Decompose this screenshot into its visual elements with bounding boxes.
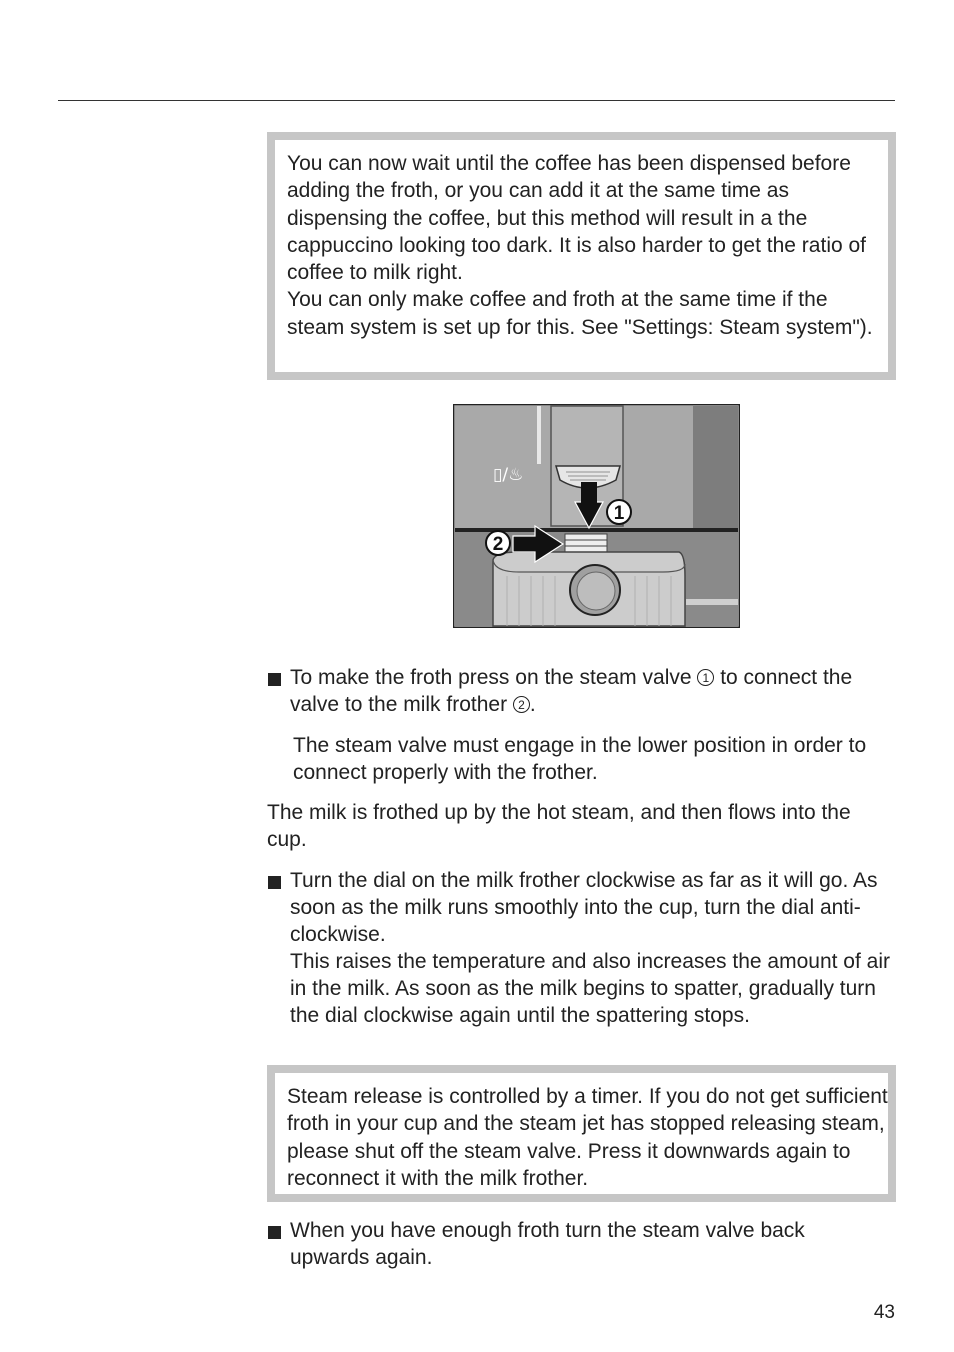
steam-valve-illustration xyxy=(453,404,740,628)
milk-explanation: The milk is frothed up by the hot steam, and then flows into the cup. xyxy=(267,801,851,852)
step-1-note: The steam valve must engage in the lower position in order to connect properly with the frother. xyxy=(293,734,867,785)
step-3-text: When you have enough froth turn the steam valve back upwards again. xyxy=(290,1219,805,1270)
note-paragraph-1: You can now wait until the coffee has been dispensed before adding the froth, or you can add it at the same time as dispensing the coffee, but this method will result in a the cappuccino looking too dark. It is also harder to get the ratio of coffee to milk right. xyxy=(287,152,867,285)
callout-2: 2 xyxy=(492,534,504,555)
timer-note-box xyxy=(267,1065,896,1202)
machine-side-panel xyxy=(693,406,738,530)
step-1-part-b: to connect the valve to the milk frother xyxy=(290,666,853,717)
bullet-icon xyxy=(268,673,281,686)
step-2-detail: This raises the temperature and also increases the amount of air in the milk. As soon as the milk begins to spatter, gradually turn the dial clockwise again until the spattering stops. xyxy=(290,950,890,1028)
info-note-box xyxy=(267,132,896,380)
step-2-text: Turn the dial on the milk frother clockwise as far as it will go. As soon as the milk runs smoothly into the cup, turn the dial anti-clockwise. xyxy=(290,869,878,947)
timer-note-text: Steam release is controlled by a timer. If you do not get sufficient froth in your cup and the steam jet has stopped releasing steam, please shut off the steam valve. Press it downwards again to reconnect it with the milk frother. xyxy=(287,1085,888,1190)
callout-1: 1 xyxy=(613,503,625,524)
page-number: 43 xyxy=(873,1302,895,1323)
bullet-icon xyxy=(268,1226,281,1239)
ref-1-icon: 1 xyxy=(697,669,714,686)
bullet-icon xyxy=(268,876,281,889)
step-1-text xyxy=(290,664,890,718)
steam-symbol: ▯/♨ xyxy=(493,465,524,485)
ref-2-icon: 2 xyxy=(513,696,530,713)
header-rule xyxy=(58,100,895,101)
step-1-part-c: . xyxy=(529,693,536,717)
step-1-part-a: To make the froth press on the steam valve xyxy=(290,666,698,689)
note-paragraph-2: You can only make coffee and froth at the same time if the steam system is set up for this. See "Settings: Steam system"). xyxy=(287,288,873,339)
